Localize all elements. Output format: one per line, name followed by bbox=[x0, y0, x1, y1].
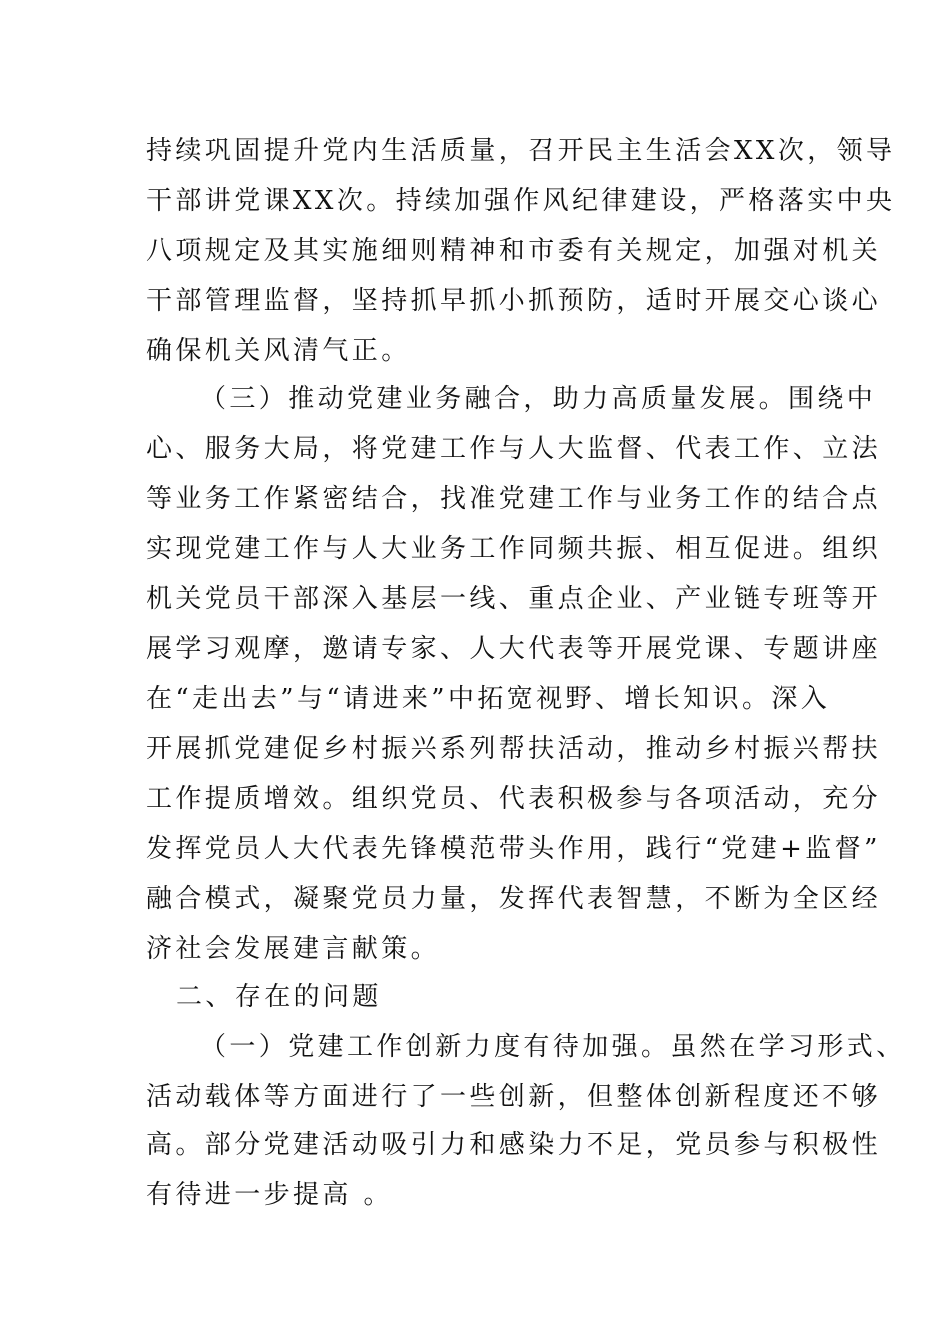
text-line: 实现党建工作与人大业务工作同频共振、相互促进。组织 bbox=[146, 534, 882, 564]
section-heading: 二、存在的问题 bbox=[176, 982, 382, 1012]
text-line: 展学习观摩，邀请专家、人大代表等开展党课、专题讲座 bbox=[146, 634, 882, 664]
text-line: 济社会发展建言献策。 bbox=[146, 934, 441, 964]
text-line: 等业务工作紧密结合，找准党建工作与业务工作的结合点 bbox=[146, 484, 882, 514]
text-line: 活动载体等方面进行了一些创新，但整体创新程度还不够 bbox=[146, 1082, 882, 1112]
paragraph-first-line: （三）推动党建业务融合，助力高质量发展。围绕中 bbox=[200, 384, 877, 414]
text-line: 持续巩固提升党内生活质量，召开民主生活会XX次，领导 bbox=[146, 136, 896, 166]
text-line: 开展抓党建促乡村振兴系列帮扶活动，推动乡村振兴帮扶 bbox=[146, 734, 882, 764]
text-line: 高。部分党建活动吸引力和感染力不足，党员参与积极性 bbox=[146, 1130, 882, 1160]
text-line: 有待进一步提高 。 bbox=[146, 1180, 393, 1210]
text-line: 在“走出去”与“请进来”中拓宽视野、增长知识。深入 bbox=[146, 684, 831, 714]
text-line: 干部管理监督，坚持抓早抓小抓预防，适时开展交心谈心 bbox=[146, 286, 882, 316]
text-line: 发挥党员人大代表先锋模范带头作用，践行“党建+监督” bbox=[146, 834, 881, 864]
text-line: 融合模式，凝聚党员力量，发挥代表智慧，不断为全区经 bbox=[146, 884, 882, 914]
text-line: 工作提质增效。组织党员、代表积极参与各项活动，充分 bbox=[146, 784, 882, 814]
text-line: 确保机关风清气正。 bbox=[146, 336, 411, 366]
text-line: 八项规定及其实施细则精神和市委有关规定，加强对机关 bbox=[146, 236, 882, 266]
paragraph-first-line: （一）党建工作创新力度有待加强。虽然在学习形式、 bbox=[200, 1032, 906, 1062]
text-line: 机关党员干部深入基层一线、重点企业、产业链专班等开 bbox=[146, 584, 882, 614]
text-line: 心、服务大局，将党建工作与人大监督、代表工作、立法 bbox=[146, 434, 882, 464]
text-line: 干部讲党课XX次。持续加强作风纪律建设，严格落实中央 bbox=[146, 186, 896, 216]
